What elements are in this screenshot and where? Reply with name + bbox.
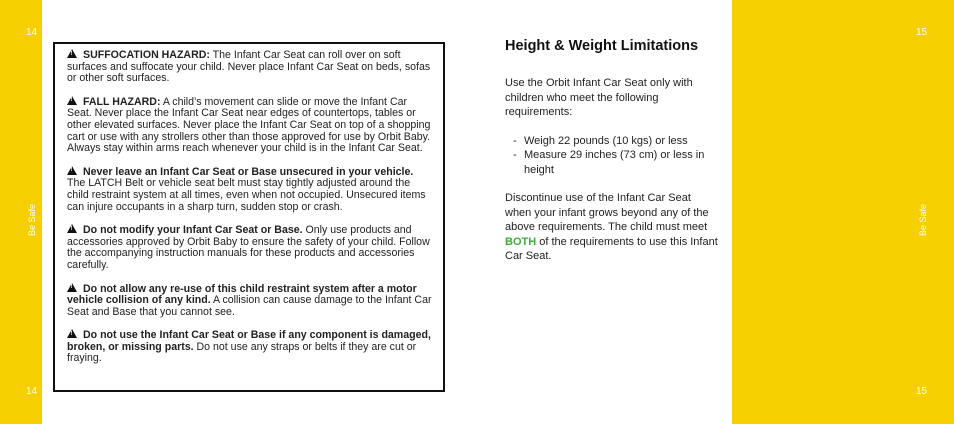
side-label-right: Be Safe xyxy=(918,203,928,236)
warning-text: The LATCH Belt or vehicle seat belt must stay tightly adjusted around the child restraint system at all times, even when not occupied. Unsecured items can injure occupants in a sharp turn, sudden stop or crash. xyxy=(67,177,426,213)
page-number-top-right: 15 xyxy=(916,27,928,38)
warning-triangle-icon xyxy=(67,49,77,58)
emphasis-both: BOTH xyxy=(505,235,537,248)
warning-damaged xyxy=(67,329,433,365)
warning-text: A child’s movement can slide or move the Infant Car Seat. Never place the Infant Car Seat near edges of countertops, tables or other elevated surfaces. Never place the Infant Car Seat on top of a shopping cart or use with any strollers other than those approved for use by Orbit Baby. Always stay within arms reach whenever your child is in the Infant Car Seat. xyxy=(67,95,431,155)
warning-text: The Infant Car Seat can roll over on soft surfaces and suffocate your child. Never place Infant Car Seat on beds, sofas or other soft surfaces. xyxy=(67,49,431,85)
warning-title: FALL HAZARD: xyxy=(83,95,161,108)
warning-triangle-icon xyxy=(67,224,77,233)
left-sidebar xyxy=(0,0,42,424)
side-label-left: Be Safe xyxy=(27,203,37,236)
list-item: - Weigh 22 pounds (10 kgs) or less xyxy=(513,134,720,149)
warning-suffocation xyxy=(67,49,433,85)
warning-text: Only use products and accessories approved by Orbit Baby to ensure the safety of your child. Follow the accompanying instruction manuals for these products and accessories carefully. xyxy=(67,224,430,271)
right-sidebar xyxy=(732,0,954,424)
warning-text: Do not use any straps or belts if they are cut or fraying. xyxy=(67,340,417,365)
closing-text: Discontinue use of the Infant Car Seat when your infant grows beyond any of the above requirements. The child must meet xyxy=(505,192,709,233)
warning-fall xyxy=(67,96,433,155)
warning-modify xyxy=(67,224,433,271)
page-number-bottom-right: 15 xyxy=(916,386,928,397)
warning-triangle-icon xyxy=(67,166,77,175)
closing-paragraph xyxy=(505,191,720,264)
warning-box xyxy=(53,42,445,392)
limitations-section xyxy=(505,38,720,278)
intro-paragraph: Use the Orbit Infant Car Seat only with children who meet the following requirements: xyxy=(505,77,693,118)
warning-title: Do not modify your Infant Car Seat or Base. xyxy=(83,224,303,237)
page-number-bottom-left: 14 xyxy=(26,386,38,397)
warning-reuse xyxy=(67,283,433,319)
warning-unsecured xyxy=(67,166,433,213)
requirements-list xyxy=(505,134,720,178)
closing-text-end: of the requirements to use this Infant Car Seat. xyxy=(505,235,718,262)
warning-title: Do not use the Infant Car Seat or Base if any component is damaged, broken, or missing parts. xyxy=(67,329,431,353)
warning-title: Do not allow any re-use of this child restraint system after a motor vehicle collision of any kind. xyxy=(67,282,417,307)
warning-triangle-icon xyxy=(67,96,77,105)
list-item: - Measure 29 inches (73 cm) or less in height xyxy=(513,148,720,177)
warning-triangle-icon xyxy=(67,283,77,292)
section-heading: Height & Weight Limitations xyxy=(505,38,699,54)
warning-title: SUFFOCATION HAZARD: xyxy=(83,49,210,61)
page-number-top-left: 14 xyxy=(26,27,38,38)
warning-text: A collision can cause damage to the Infant Car Seat and Base that you cannot see. xyxy=(67,294,432,318)
warning-title: Never leave an Infant Car Seat or Base unsecured in your vehicle. xyxy=(83,165,414,178)
warning-triangle-icon xyxy=(67,329,77,338)
